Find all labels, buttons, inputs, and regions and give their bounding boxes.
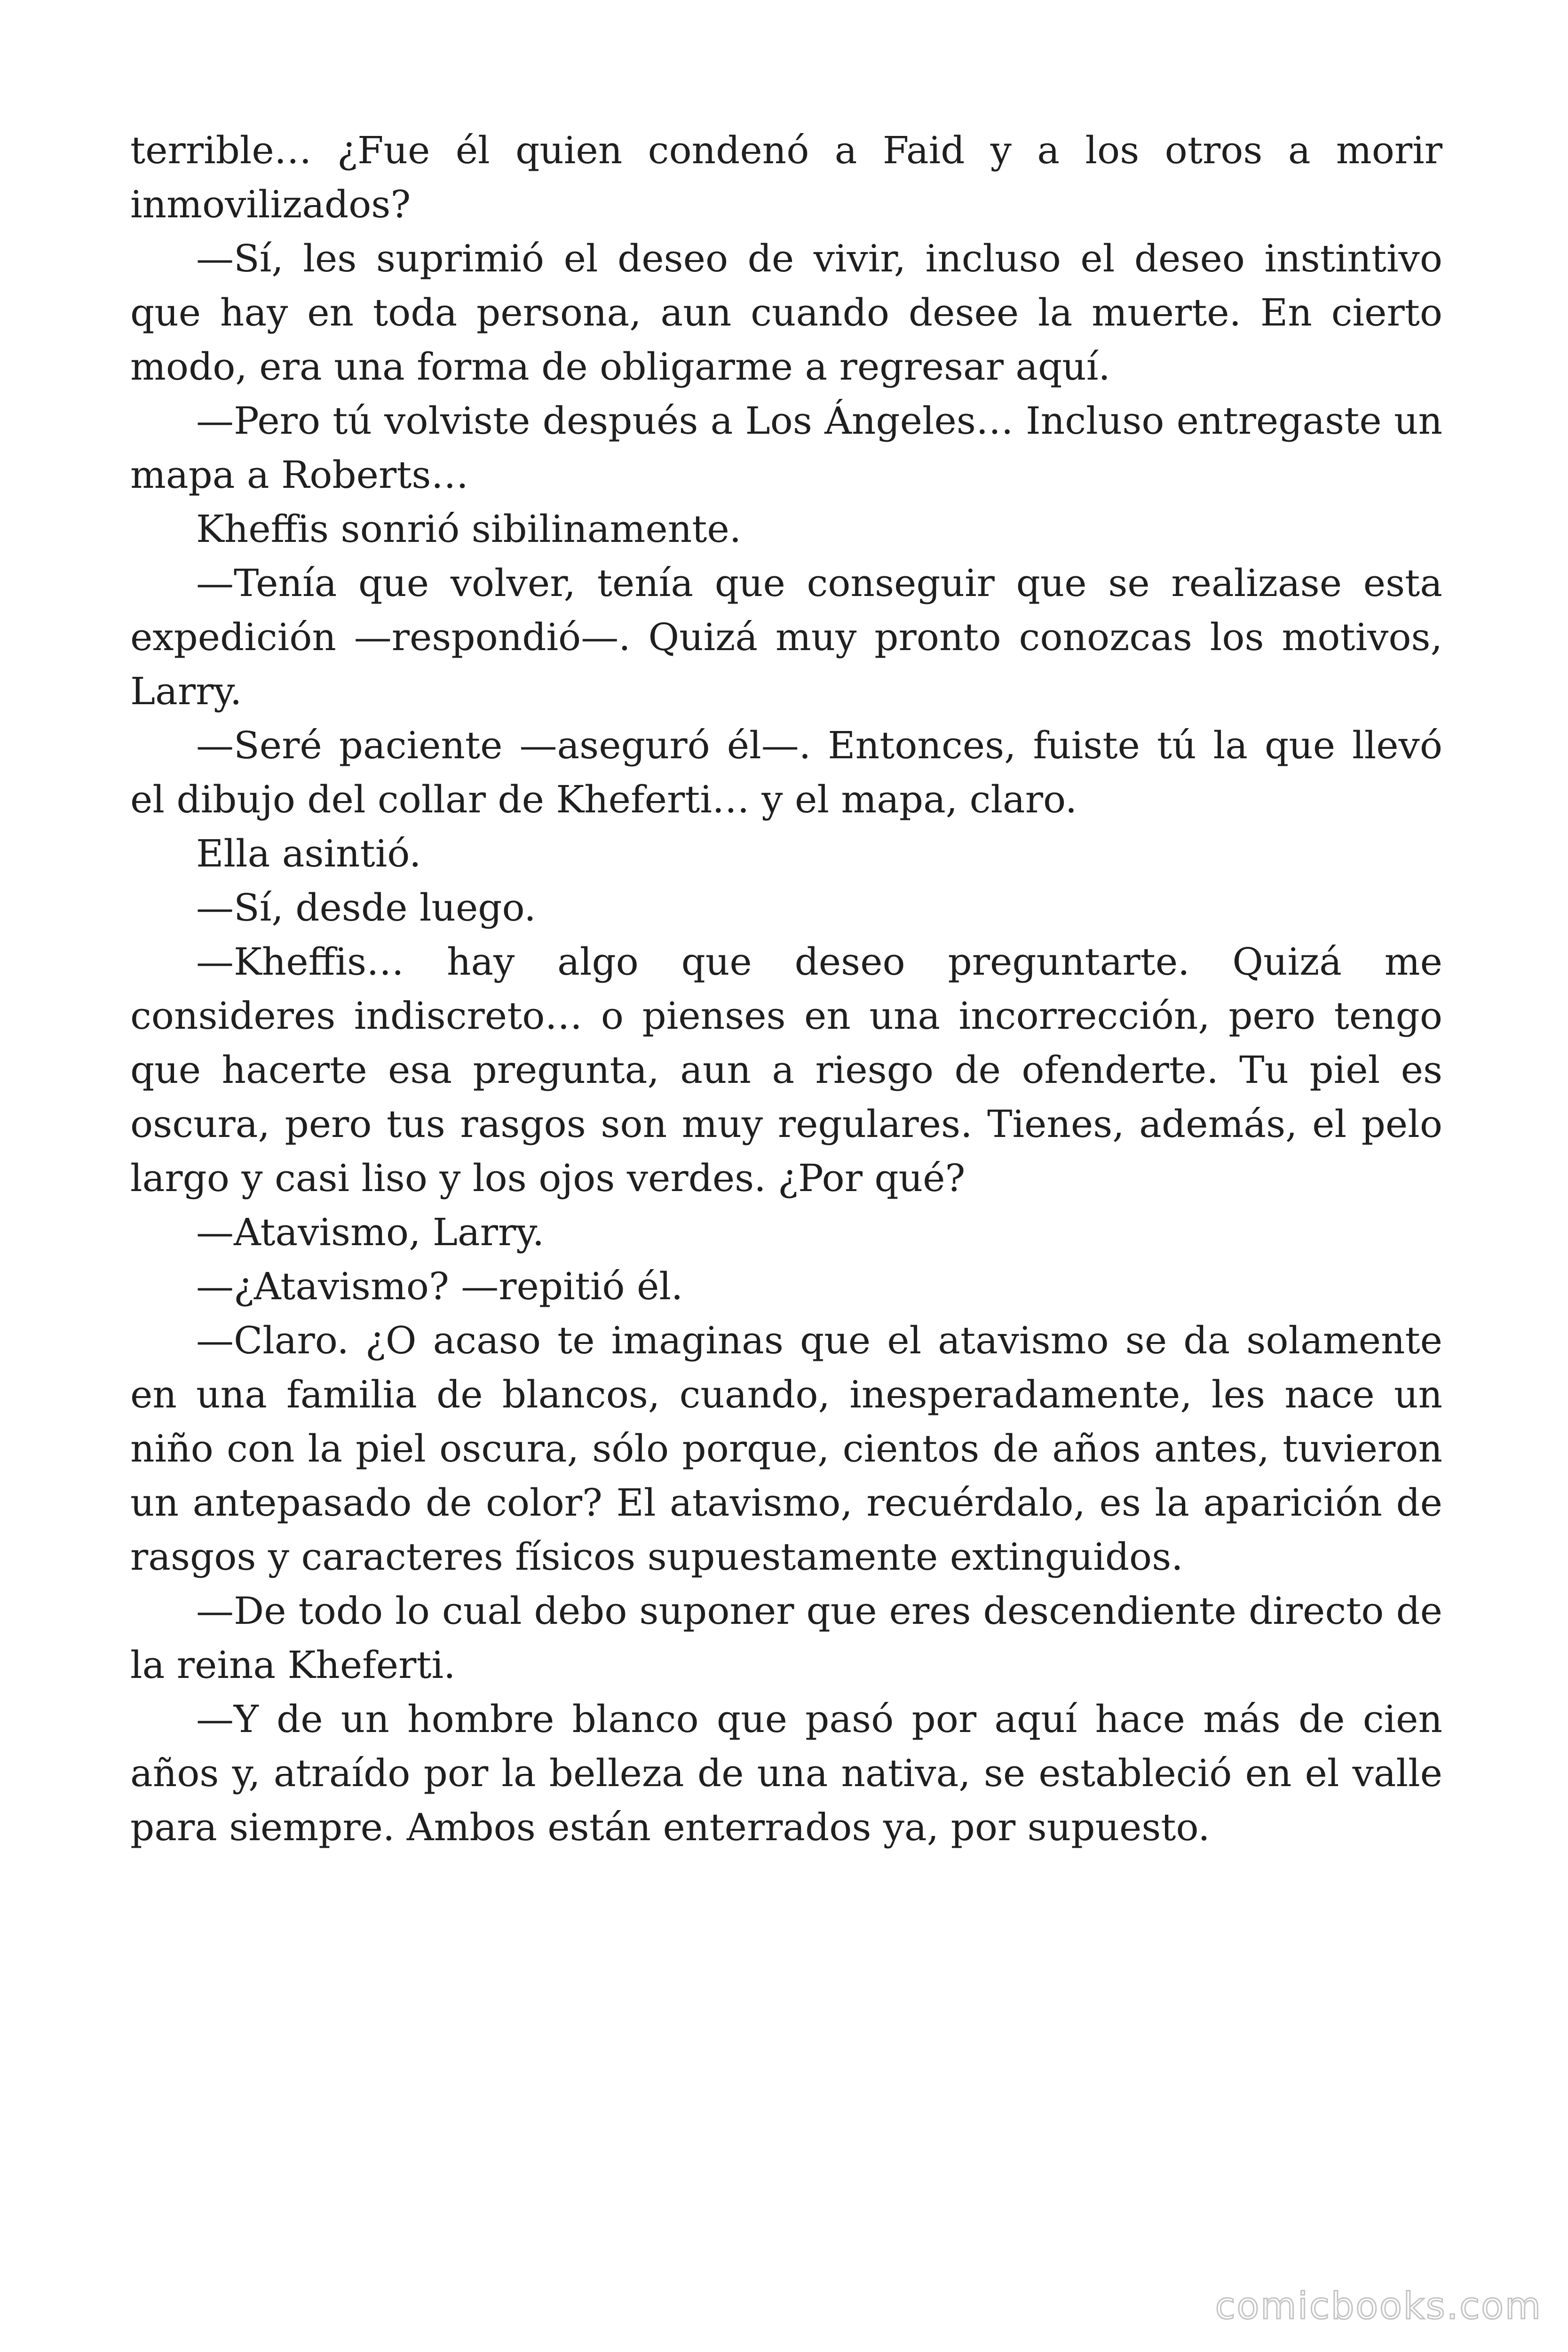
watermark: comicbooks.com [1215,2285,1542,2328]
paragraph: —¿Atavismo? —repitió él. [196,1264,683,1308]
paragraph: —De todo lo cual debo suponer que eres descendiente directo de la reina Kheferti. [130,1589,1442,1687]
paragraph: —Atavismo, Larry. [196,1210,545,1254]
paragraph: —Sí, les suprimió el deseo de vivir, incluso el deseo instintivo que hay en toda persona, aun cuando desee la muerte. En cierto modo, era una forma de obligarme a regresar aquí. [130,237,1442,389]
paragraph: Ella asintió. [196,832,421,875]
paragraph: —Seré paciente —aseguró él—. Entonces, fuiste tú la que llevó el dibujo del collar de Kheferti… y el mapa, claro. [130,723,1442,821]
paragraph: Kheffis sonrió sibilinamente. [196,507,742,551]
paragraph: —Tenía que volver, tenía que conseguir que se realizase esta expedición —respondió—. Quizá muy pronto conozcas los motivos, Larry. [130,561,1442,713]
paragraph: —Sí, desde luego. [196,886,536,930]
paragraph: —Y de un hombre blanco que pasó por aquí hace más de cien años y, atraído por la belleza de una nativa, se estableció en el valle para siempre. Ambos están enterrados ya, por supuesto. [130,1697,1442,1849]
paragraph: —Kheffis… hay algo que deseo preguntarte. Quizá me consideres indiscreto… o pienses en una incorrección, pero tengo que hacerte esa pregunta, aun a riesgo de ofenderte. Tu piel es oscura, pero tus rasgos son muy regulares. Tienes, además, el pelo largo y casi liso y los ojos verdes. ¿Por qué? [130,940,1442,1200]
book-page-text [130,123,1442,1854]
paragraph: —Pero tú volviste después a Los Ángeles… Incluso entregaste un mapa a Roberts… [130,399,1442,497]
paragraph: terrible… ¿Fue él quien condenó a Faid y a los otros a morir inmovilizados? [130,128,1442,226]
paragraph: —Claro. ¿O acaso te imaginas que el atavismo se da solamente en una familia de blancos, cuando, inesperadamente, les nace un niño con la piel oscura, sólo porque, cientos de años antes, tuvieron un antepasado de color? El atavismo, recuérdalo, es la aparición de rasgos y caracteres físicos supuestamente extinguidos. [130,1319,1442,1579]
